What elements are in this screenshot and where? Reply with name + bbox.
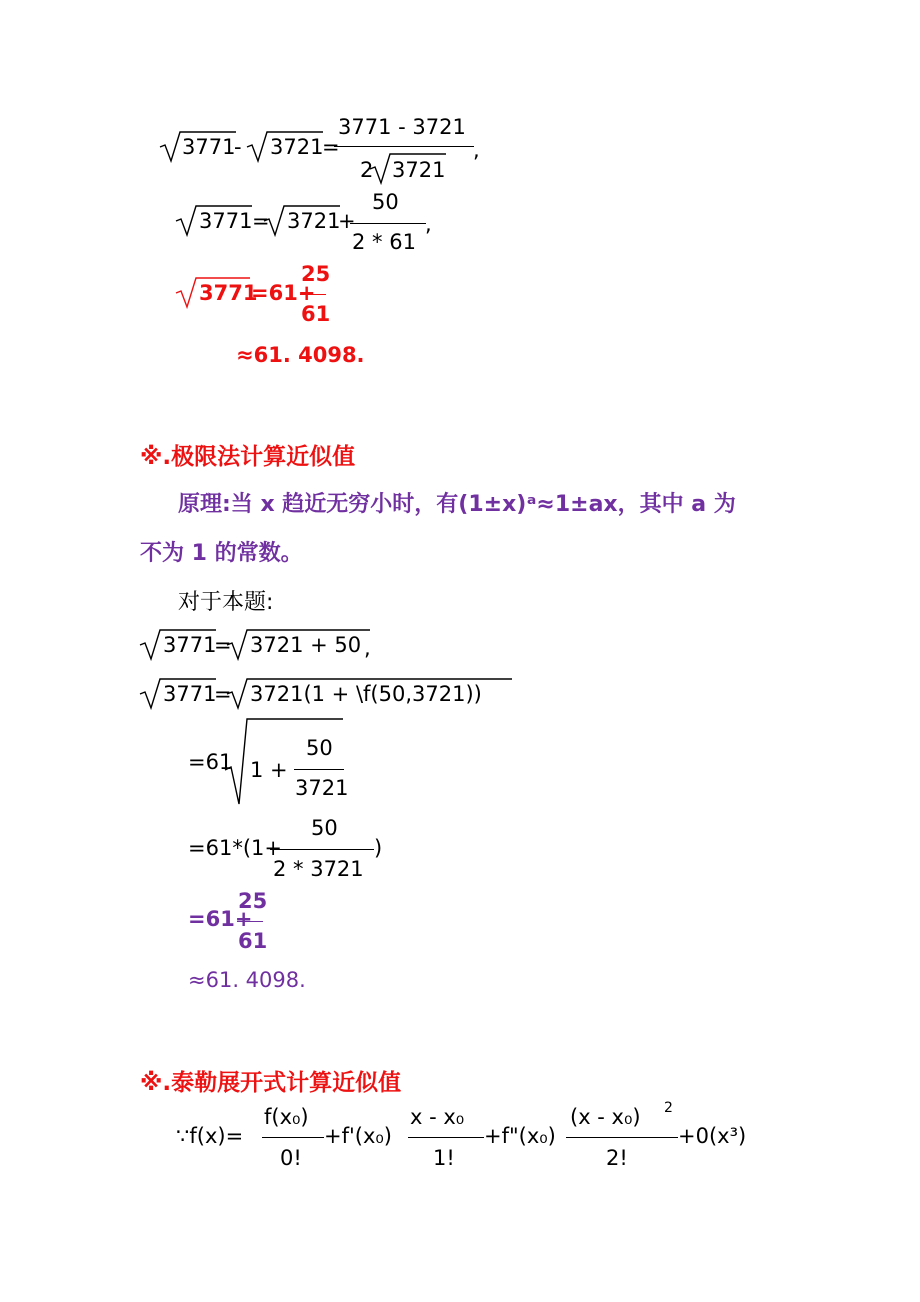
comma: ,: [425, 212, 432, 236]
numerator: (x - x₀): [570, 1105, 641, 1129]
fraction-bar: [334, 146, 474, 147]
radicand: 3721(1 + \f(50,3721)): [250, 682, 482, 706]
fraction-term-2: [408, 1106, 484, 1170]
numerator: 50: [306, 736, 333, 760]
fraction-bar: [294, 769, 344, 770]
numerator: 3771 - 3721: [338, 115, 466, 139]
equals-sign: =: [214, 633, 232, 657]
inner-term: 1 +: [250, 758, 288, 782]
fraction-term-3: [566, 1100, 678, 1170]
prefix: =61+: [188, 907, 253, 931]
plus-sign: +: [338, 209, 356, 233]
fraction-bar: [566, 1137, 678, 1138]
fraction: [334, 116, 474, 186]
approximation-result: ≈61. 4098.: [188, 968, 306, 992]
fraction: [270, 817, 374, 881]
fraction-bar: [262, 1137, 324, 1138]
equals-sign: =: [322, 135, 340, 159]
numerator: 25: [301, 262, 331, 286]
comma: ,: [364, 636, 371, 660]
numerator: x - x₀: [410, 1105, 465, 1129]
fraction-term-1: [262, 1106, 324, 1170]
numerator: 50: [311, 816, 338, 840]
denominator: 61: [238, 929, 268, 953]
numerator: f(x₀): [264, 1105, 309, 1129]
denominator: 2!: [606, 1146, 628, 1170]
fraction-bar: [237, 921, 263, 922]
radicand: 3771: [182, 135, 236, 159]
radicand: 3721: [287, 209, 341, 233]
radicand: 3771: [199, 209, 253, 233]
denominator-coefficient: 2: [360, 158, 374, 182]
prefix: =61: [188, 750, 233, 774]
fraction-bar: [408, 1137, 484, 1138]
fraction: [300, 262, 331, 327]
equals-sign: =: [214, 682, 232, 706]
remainder-term: +0(x³): [678, 1124, 747, 1148]
radicand: 3721: [270, 135, 324, 159]
first-derivative-term: +f'(x₀): [324, 1124, 392, 1148]
denominator: 2 * 61: [352, 230, 416, 254]
fraction-bar: [300, 294, 326, 295]
denominator: 61: [301, 302, 331, 326]
section-heading-limit-method: ※.极限法计算近似值: [140, 444, 356, 470]
denominator: 1!: [433, 1146, 455, 1170]
minus-sign: -: [234, 135, 242, 159]
radicand: 3771: [163, 633, 217, 657]
approximation-result: ≈61. 4098.: [236, 343, 365, 367]
second-derivative-term: +f"(x₀): [484, 1124, 556, 1148]
denominator: 2 * 3721: [273, 857, 364, 881]
numerator: 25: [238, 889, 268, 913]
exponent: 2: [664, 1100, 673, 1116]
denominator: 3721: [295, 776, 349, 800]
denominator-radicand: 3721: [392, 158, 446, 182]
fraction: [294, 736, 349, 801]
comma: ,: [473, 138, 480, 162]
equals-sign: =: [252, 209, 270, 233]
radicand: 3771: [163, 682, 217, 706]
for-this-problem-label: 对于本题:: [178, 590, 274, 615]
denominator: 0!: [280, 1146, 302, 1170]
principle-text-line-1: 原理:当 x 趋近无穷小时，有(1±x)ᵃ≈1±ax，其中 a 为: [178, 492, 736, 517]
numerator: 50: [372, 190, 399, 214]
fraction-bar: [270, 849, 374, 850]
radicand: 3721 + 50: [250, 633, 362, 657]
fraction-bar: [350, 223, 426, 224]
section-heading-taylor-method: ※.泰勒展开式计算近似值: [140, 1070, 402, 1096]
prefix: =61*(1+: [188, 836, 282, 860]
principle-text-line-2: 不为 1 的常数。: [140, 541, 303, 566]
lhs: ∵f(x)=: [176, 1124, 244, 1148]
radicand: 3771: [199, 281, 258, 305]
fraction: [350, 190, 426, 254]
closing-paren: ): [374, 836, 383, 860]
fraction: [237, 889, 268, 954]
right-hand-side: =61+: [251, 281, 316, 305]
